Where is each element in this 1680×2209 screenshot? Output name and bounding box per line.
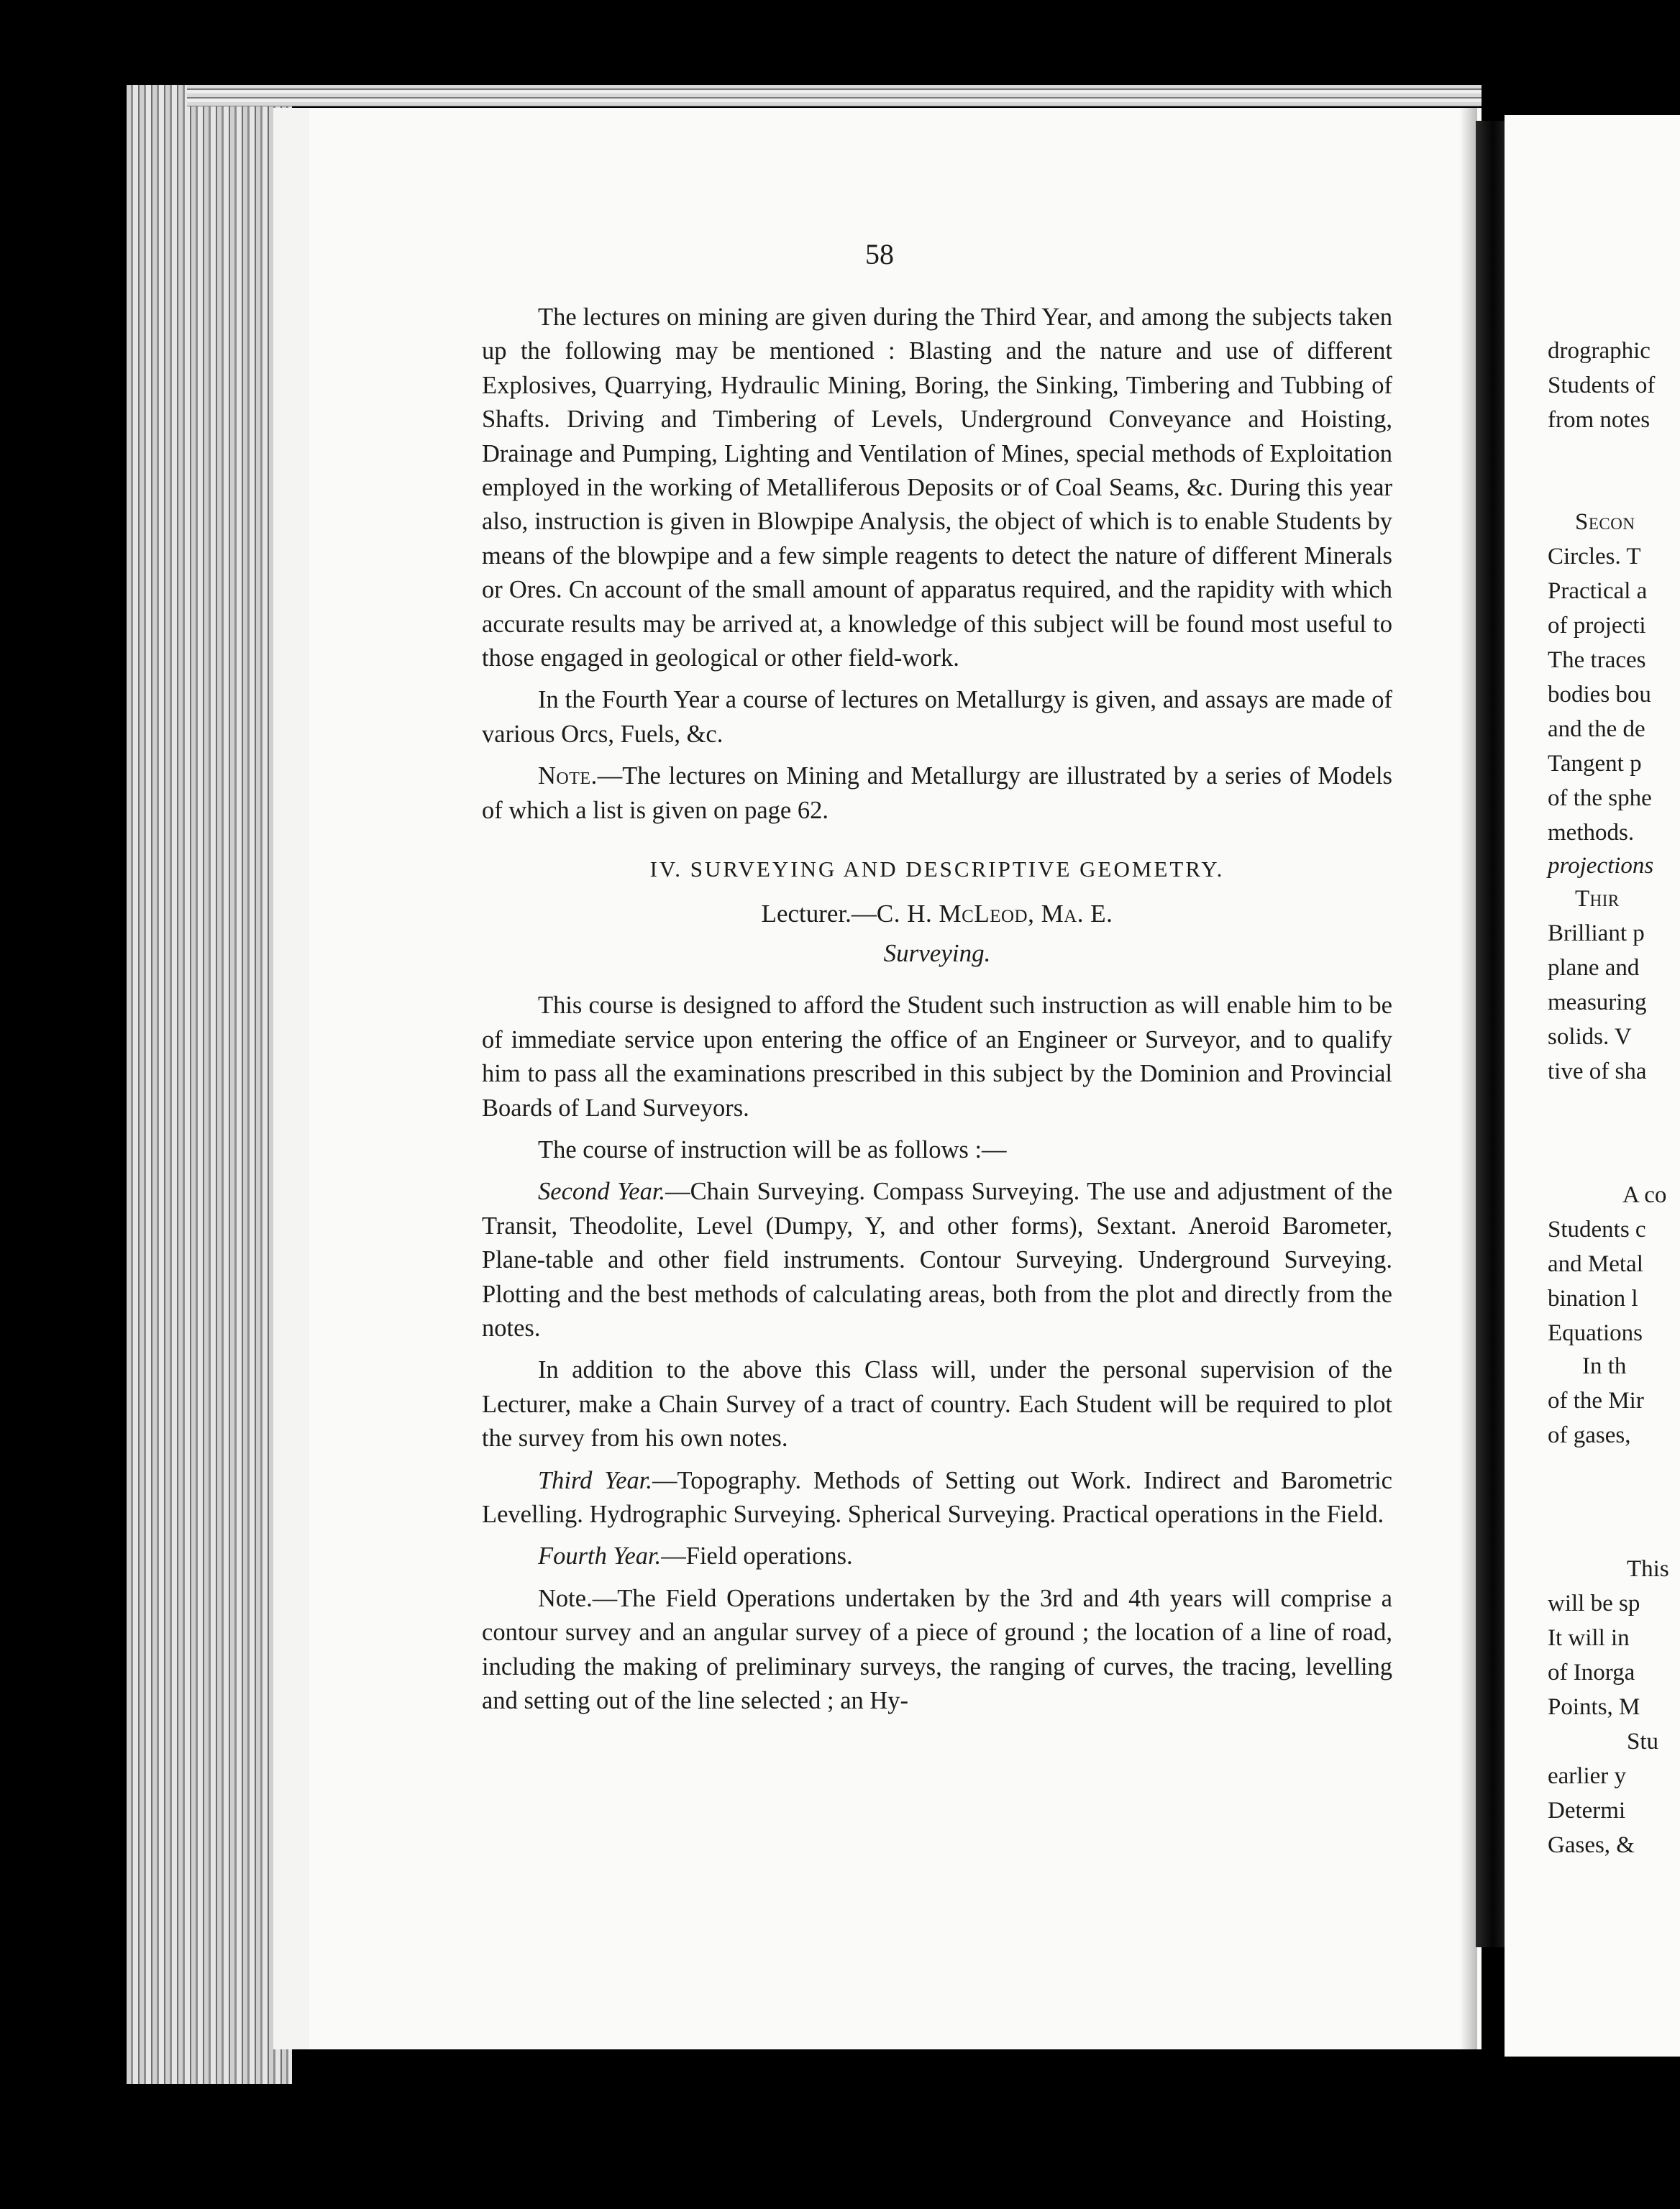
page-number: 58 — [865, 238, 894, 270]
right-fragment: methods. — [1548, 820, 1635, 846]
right-fragment: measuring — [1548, 989, 1647, 1015]
lecturer-name: C. H. McLeod, Ma. E. — [876, 899, 1113, 928]
paragraph-third-year — [482, 1464, 1392, 1532]
right-fragment: Circles. T — [1548, 544, 1641, 570]
right-fragment: of the sphe — [1548, 785, 1652, 811]
note-field-text: —The Field Operations undertaken by the 3rd and 4th years will comprise a contour survey and an angular survey of a piece of ground ; the location of a line of road, including the making of preliminary surveys, the ranging of curves, the tracing, levelling and setting out of the line selected ; an Hy- — [482, 1584, 1392, 1715]
paragraph-addition: In addition to the above this Class will, under the personal supervision of the Lecturer, make a Chain Survey of a tract of country. Each Student will be required to plot the survey from his own notes. — [482, 1356, 1392, 1453]
right-fragment: earlier y — [1548, 1763, 1627, 1789]
third-year-label: Third Year. — [538, 1466, 653, 1494]
note-field-label: Note. — [538, 1584, 593, 1612]
right-fragment: Determi — [1548, 1798, 1626, 1824]
paragraph-course-design: This course is designed to afford the Student such instruction as will enable him to be of immediate service upon entering the office of an Engineer or Surveyor, and to qualify him to pass all the examinations prescribed in this subject by the Dominion and Provincial Boards of Land Surveyors. — [482, 992, 1392, 1122]
right-fragment: drographic — [1548, 338, 1651, 364]
paragraph-mining: The lectures on mining are given during the Third Year, and among the subjects taken up the following may be mentioned : Blasting and the nature and use of different Explosives, Quarrying, Hydraulic Mining, Boring, the Sinking, Timbering and Tubbing of Shafts. Driving and Timbering of Levels, Underground Conveyance and Hoisting, Drainage and Pumping, Lighting and Ventilation of Mines, special methods of Exploitation employed in the working of Metalliferous Deposits or of Coal Seams, &c. During this year also, instruction is given in Blowpipe Analysis, the object of which is to enable Students by means of the blowpipe and a few simple reagents to detect the nature of different Minerals or Ores. Cn account of the small amount of apparatus required, and the rapidity with which accurate results may be arrived at, a knowledge of this subject will be found most useful to those engaged in geological or other field-work. — [482, 303, 1392, 672]
fourth-year-text: —Field operations. — [661, 1542, 853, 1570]
right-fragment: Brilliant p — [1548, 920, 1645, 946]
right-fragment: solids. V — [1548, 1024, 1632, 1050]
right-fragment: Students c — [1548, 1217, 1646, 1243]
subheading-surveying: Surveying. — [883, 938, 991, 967]
paragraph-second-year — [482, 1175, 1392, 1345]
right-fragment: tive of sha — [1548, 1058, 1647, 1084]
right-fragment: The traces — [1548, 647, 1646, 673]
right-fragment: A co — [1622, 1182, 1667, 1208]
third-year-text: —Topography. Methods of Setting out Work. Indirect and Barometric Levelling. Hydrographic Surveying. Spherical Surveying. Practical operations in the Field. — [482, 1466, 1392, 1528]
second-year-label: Second Year. — [538, 1178, 666, 1206]
right-fragment: of projecti — [1548, 613, 1646, 639]
second-year-text: —Chain Surveying. Compass Surveying. The use and adjustment of the Transit, Theodolite, Level (Dumpy, Y, and other forms), Sextant. Aneroid Barometer, Plane-table and other field instruments. Contour Surveying. Underground Surveying. Plotting and the best methods of calculating areas, both from the plot and directly from the notes. — [482, 1178, 1393, 1342]
book-gutter — [1476, 121, 1505, 1947]
book-page-edges — [127, 85, 292, 2084]
right-fragment: Tangent p — [1548, 751, 1642, 777]
spine-shadow — [1460, 108, 1477, 2049]
right-fragment: of gases, — [1548, 1422, 1631, 1448]
right-fragment: Points, M — [1548, 1694, 1640, 1720]
note-text: —The lectures on Mining and Metallurgy are illustrated by a series of Models of which a list is given on page 62. — [482, 762, 1392, 824]
right-fragment: and Metal — [1548, 1251, 1643, 1277]
section-heading: IV. SURVEYING AND DESCRIPTIVE GEOMETRY. — [649, 856, 1225, 882]
right-fragment: Stu — [1627, 1729, 1659, 1755]
right-fragment: and the de — [1548, 716, 1645, 742]
right-fragment: Students of — [1548, 372, 1656, 398]
lecturer-line — [482, 897, 1392, 930]
right-fragment: of Inorga — [1548, 1660, 1635, 1686]
right-fragment: It will in — [1548, 1625, 1630, 1651]
right-fragment: Secon — [1575, 509, 1635, 535]
paragraph-note-field — [482, 1582, 1392, 1719]
left-page-text — [482, 301, 1392, 1726]
right-fragment: Thir — [1575, 886, 1620, 912]
fourth-year-label: Fourth Year. — [538, 1542, 662, 1570]
right-fragment: of the Mir — [1548, 1388, 1644, 1414]
right-fragment: This — [1627, 1556, 1669, 1582]
paragraph-course-intro: The course of instruction will be as follows :— — [538, 1135, 1007, 1163]
right-fragment: plane and — [1548, 955, 1640, 981]
right-fragment: from notes — [1548, 407, 1651, 433]
right-fragment: In th — [1582, 1353, 1627, 1379]
right-fragment: Practical a — [1548, 578, 1648, 604]
right-fragment: bination l — [1548, 1286, 1638, 1312]
note-models — [482, 759, 1392, 828]
lecturer-label: Lecturer.— — [761, 899, 877, 928]
right-fragment: Equations — [1548, 1320, 1643, 1346]
right-fragment: bodies bou — [1548, 682, 1651, 708]
right-fragment: will be sp — [1548, 1591, 1640, 1616]
book-top-edges — [187, 85, 1482, 106]
right-fragment: projections — [1548, 853, 1654, 879]
paragraph-fourth-year-survey — [482, 1540, 1392, 1573]
right-fragment: Gases, & — [1548, 1832, 1635, 1858]
note-label: Note. — [538, 762, 598, 790]
paragraph-fourth-year: In the Fourth Year a course of lectures on Metallurgy is given, and assays are made of various Orcs, Fuels, &c. — [482, 686, 1392, 748]
